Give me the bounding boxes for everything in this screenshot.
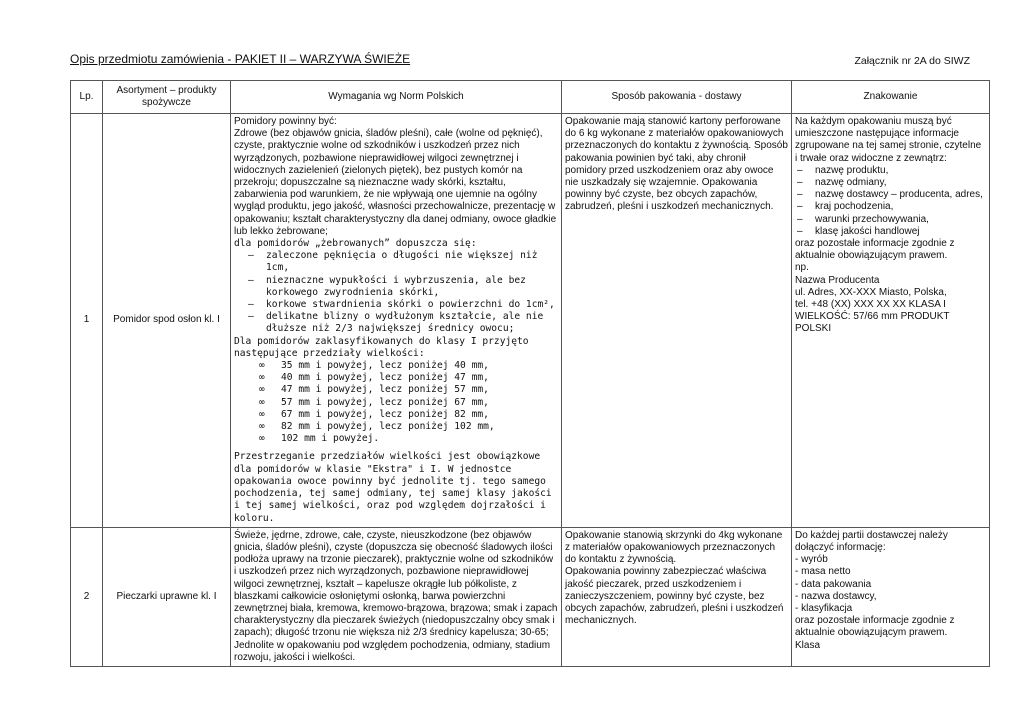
requirements-table [70,80,990,667]
list-item: – nieznaczne wypukłości i wybrzuszenia, ale bez korkowego zwyrodnienia skórki, [254,275,558,299]
list-item: – warunki przechowywania, [795,214,986,226]
label-list [795,165,986,238]
table-row [71,527,990,666]
packaging-cell: Opakowanie stanowią skrzynki do 4kg wykonane z materiałów opakowaniowych przeznaczonych do kontaktu z żywnością. Opakowania powinny zabezpieczać właściwa jakość pieczarek, przed uszkodzeniem i zanieczyszczeniem, powinny być czyste, bez obcych zapachów, zabrudzeń, pleśni i uszkodzeń mechanicznych. [562,527,792,666]
list-item: ∞ 102 mm i powyżej. [259,433,558,445]
req-ribbed-list [234,250,558,335]
req-intro: Pomidory powinny być: [234,116,337,127]
list-item: – kraj pochodzenia, [795,201,986,213]
req-main: Zdrowe (bez objawów gnicia, śladów pleśni), całe (wolne od pęknięć), czyste, praktycznie wolne od szkodników i uszkodzeń przez nich wyrządzonych, pozbawione nieprawidłowej wilgoci zewnętrznej i widocznych zazielenień (zielonych piętek), bez pustych komór na przekroju; dopuszczalne są nieznaczne wady skórki, kształtu, zabarwienia pod warunkiem, że nie wpływają one ujemnie na ogólny wygląd produktu, jego jakość, własności przechowalnicze, prezentację w opakowaniu; kształt charakterystyczny dla danej odmiany, owoce gładkie lub lekko żebrowane; [234,128,557,237]
req-size-intro: Dla pomidorów zaklasyfikowanych do klasy I przyjęto następujące przedziały wielkości: [234,335,529,359]
label-outro: oraz pozostałe informacje zgodnie z aktualnie obowiązującym prawem. [795,238,955,262]
list-item: ∞ 40 mm i powyżej, lecz poniżej 47 mm, [259,372,558,384]
list-item: – korkowe stwardnienia skórki o powierzchni do 1cm², [254,299,558,311]
list-item: ∞ 35 mm i powyżej, lecz poniżej 40 mm, [259,360,558,372]
list-item: – nazwę produktu, [795,165,986,177]
attachment-label: Załącznik nr 2A do SIWZ [854,55,970,67]
requirements-cell [231,114,562,528]
page-title: Opis przedmiotu zamówienia - PAKIET II – WARZYWA ŚWIEŻE [70,52,411,66]
list-item: – nazwę dostawcy – producenta, adres, [795,189,986,201]
list-item: ∞ 67 mm i powyżej, lecz poniżej 82 mm, [259,409,558,421]
product-name: Pomidor spod osłon kl. I [103,114,231,528]
list-item: – delikatne blizny o wydłużonym kształcie, ale nie dłuższe niż 2/3 największej średnicy owocu; [254,311,558,335]
list-item: – klasę jakości handlowej [795,226,986,238]
list-item: ∞ 82 mm i powyżej, lecz poniżej 102 mm, [259,421,558,433]
list-item: ∞ 57 mm i powyżej, lecz poniżej 67 mm, [259,397,558,409]
col-header-labeling: Znakowanie [792,81,990,114]
table-header-row [71,81,990,114]
list-item: ∞ 47 mm i powyżej, lecz poniżej 57 mm, [259,384,558,396]
col-header-requirements: Wymagania wg Norm Polskich [231,81,562,114]
labeling-cell: Do każdej partii dostawczej należy dołączyć informację: - wyrób - masa netto - data pakowania - nazwa dostawcy, - klasyfikacja oraz pozostałe informacje zgodnie z aktualnie obowiązującym prawem. Klasa [792,527,990,666]
req-ribbed-intro: dla pomidorów „żebrowanych” dopuszcza się: [234,238,477,250]
req-closing: Przestrzeganie przedziałów wielkości jest obowiązkowe dla pomidorów w klasie "Ekstra" i I. W jednostce opakowania owoce powinny być jednolite tj. tego samego pochodzenia, tej samej odmiany, tej samej klasy jakości i tej samej wielkości, oraz pod względem dojrzałości i koloru. [234,451,552,524]
label-intro: Na każdym opakowaniu muszą być umieszczone następujące informacje zgrupowane na tej samej stronie, czytelne i trwałe oraz widoczne z zewnątrz: [795,116,982,164]
req-size-list [234,360,558,445]
col-header-lp: Lp. [71,81,103,114]
list-item: – nazwę odmiany, [795,177,986,189]
product-name: Pieczarki uprawne kl. I [103,527,231,666]
row-number: 1 [71,114,103,528]
labeling-cell [792,114,990,528]
row-number: 2 [71,527,103,666]
col-header-assortment: Asortyment – produkty spożywcze [103,81,231,114]
list-item: – zaleczone pęknięcia o długości nie większej niż 1cm, [254,250,558,274]
packaging-cell: Opakowanie mają stanowić kartony perforowane do 6 kg wykonane z materiałów opakowaniowych przeznaczonych do kontaktu z żywnością. Sposób pakowania powinien być taki, aby chronił pomidory przed uszkodzeniem oraz aby owoce nie uszkadzały się wzajemnie. Opakowania powinny być czyste, bez obcych zapachów, zabrudzeń, pleśni i uszkodzeń mechanicznych. [562,114,792,528]
col-header-packaging: Sposób pakowania - dostawy [562,81,792,114]
requirements-cell: Świeże, jędrne, zdrowe, całe, czyste, nieuszkodzone (bez objawów gnicia, śladów pleśni), czyste (dopuszcza się obecność śladowych ilości podłoża uprawy na trzonie pieczarek), praktycznie wolne od szkodników i uszkodzeń przez nich wyrządzonych, pozbawione nieprawidłowej wilgoci zewnętrznej, kształt – kapelusze okrągłe lub półkoliste, z blaszkami całkowicie osłoniętymi osłonką, barwa powierzchni zewnętrznej biała, kremowa, kremowo-brązowa, brązowa; smak i zapach charakterystyczny dla pieczarek świeżych (niedopuszczalny obcy smak i zapach); długość trzonu nie większa niż 2/3 średnicy kapelusza; 30-65; Jednolite w opakowaniu pod względem pochodzenia, odmiany, stadium rozwoju, jakości i wielkości. [231,527,562,666]
table-row [71,114,990,528]
label-example: np. Nazwa Producenta ul. Adres, XX-XXX Miasto, Polska, tel. +48 (XX) XXX XX XX KLASA I WIELKOŚĆ: 57/66 mm PRODUKT POLSKI [795,262,950,335]
